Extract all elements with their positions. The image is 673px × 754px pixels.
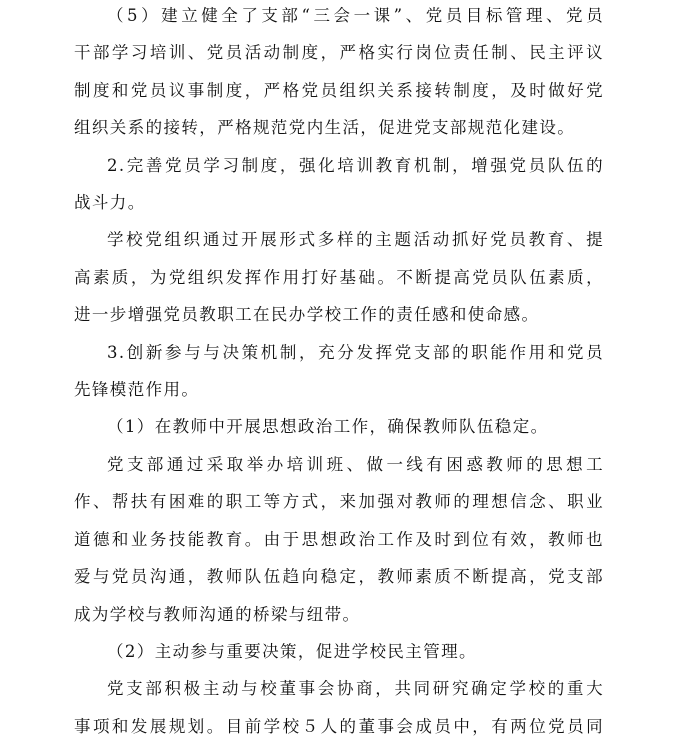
text-line: （2）主动参与重要决策，促进学校民主管理。 [107, 641, 477, 661]
text-line: （5）建立健全了支部“三会一课”、党员目标管理、党员 [107, 6, 604, 25]
text-line: 爱与党员沟通，教师队伍趋向稳定，教师素质不断提高，党支部 [74, 567, 604, 587]
paragraph-heading-2 [74, 147, 604, 222]
text-line: 党支部通过采取举办培训班、做一线有困惑教师的思想工 [107, 454, 604, 474]
text-line: 战斗力。 [74, 193, 146, 213]
text-line: 组织关系的接转，严格规范党内生活，促进党支部规范化建设。 [74, 118, 576, 138]
document-body [74, 0, 604, 745]
paragraph-branch-system [74, 0, 604, 147]
text-line: 作、帮扶有困难的职工等方式，来加强对教师的理想信念、职业 [74, 492, 604, 512]
text-line: 事项和发展规划。目前学校５人的董事会成员中，有两位党员同 [74, 716, 604, 736]
text-line: 学校党组织通过开展形式多样的主题活动抓好党员教育、提 [107, 230, 604, 250]
paragraph-subheading-2 [74, 633, 604, 670]
text-line: 党支部积极主动与校董事会协商，共同研究确定学校的重大 [107, 679, 604, 699]
paragraph-teacher-work [74, 446, 604, 633]
text-line: 2.完善党员学习制度，强化培训教育机制，增强党员队伍的 [107, 155, 604, 175]
text-line: 高素质，为党组织发挥作用打好基础。不断提高党员队伍素质， [74, 267, 604, 287]
text-line: 3.创新参与与决策机制，充分发挥党支部的职能作用和党员 [107, 342, 604, 362]
paragraph-theme-activities [74, 221, 604, 333]
text-line: 制度和党员议事制度，严格党员组织关系接转制度，及时做好党 [74, 80, 604, 100]
text-line: 成为学校与教师沟通的桥梁与纽带。 [74, 604, 361, 624]
text-line: 进一步增强党员教职工在民办学校工作的责任感和使命感。 [74, 305, 540, 325]
paragraph-heading-3 [74, 334, 604, 409]
text-line: 道德和业务技能教育。由于思想政治工作及时到位有效，教师也 [74, 529, 604, 549]
paragraph-board-consult [74, 670, 604, 745]
text-line: 先锋模范作用。 [74, 380, 200, 400]
text-line: 干部学习培训、党员活动制度，严格实行岗位责任制、民主评议 [74, 43, 604, 63]
paragraph-subheading-1 [74, 408, 604, 445]
text-line: （1）在教师中开展思想政治工作，确保教师队伍稳定。 [107, 417, 549, 437]
